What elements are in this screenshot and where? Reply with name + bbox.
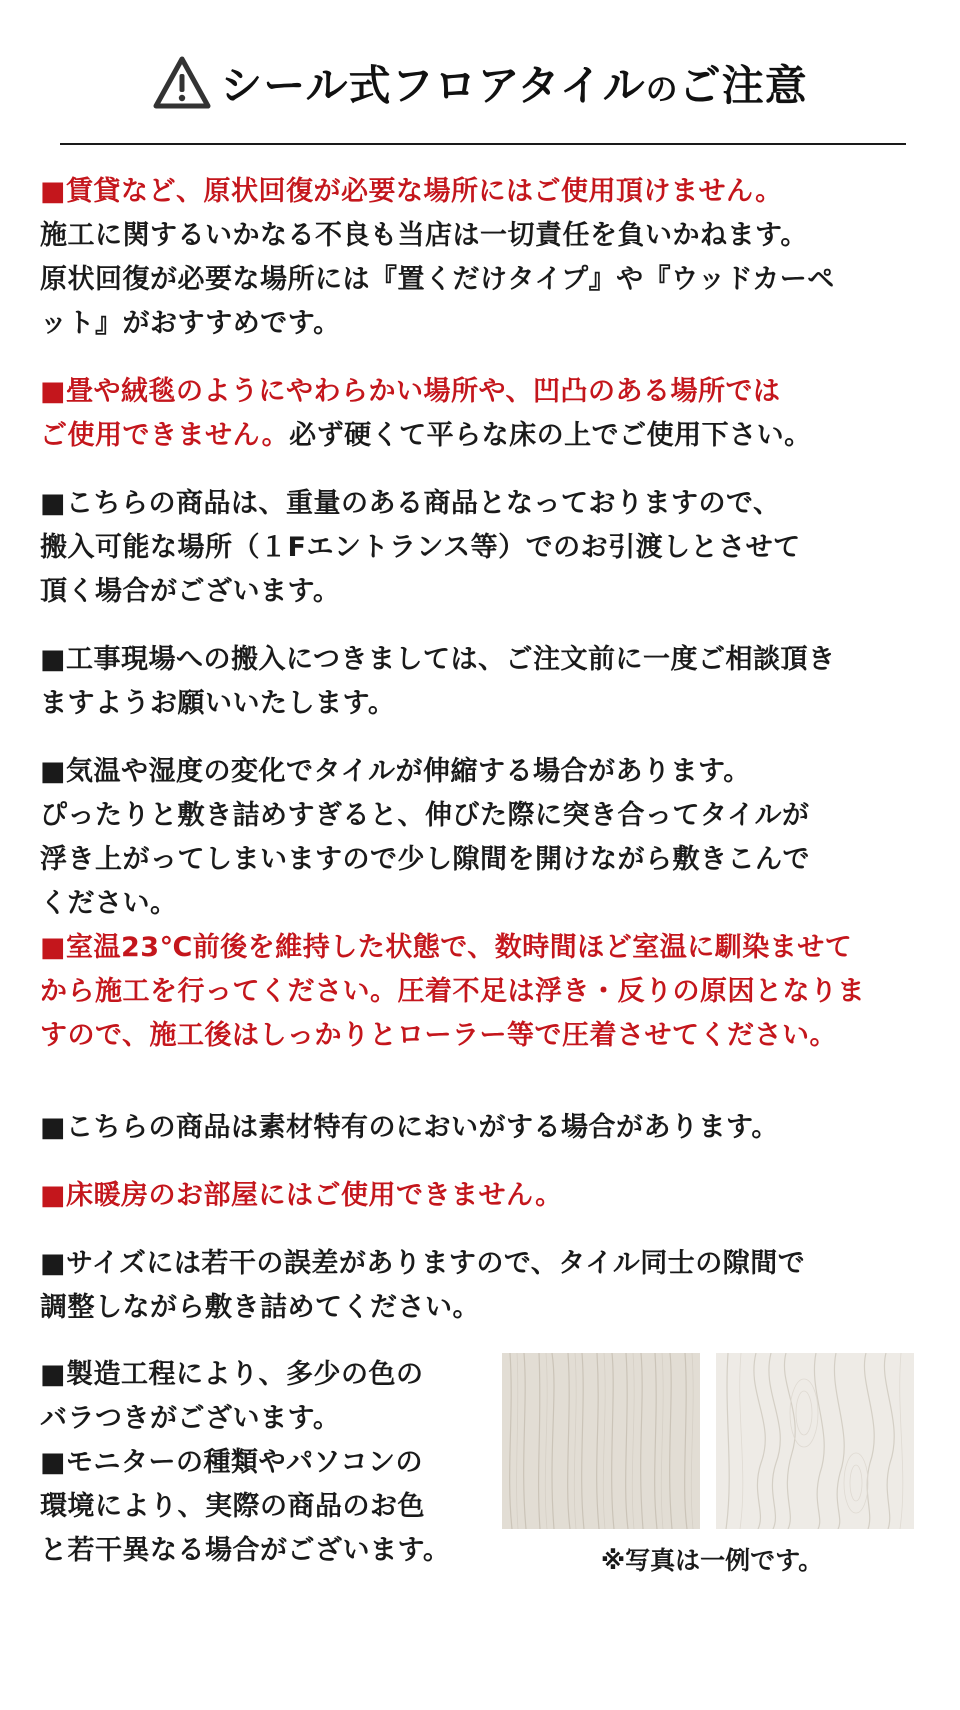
note-line — [40, 482, 940, 526]
note-text: ますようお願いいたします。 — [40, 688, 396, 719]
notice-line: バラつきがございます。 — [40, 1403, 341, 1434]
warning-triangle-icon — [152, 55, 212, 111]
note-text: ■工事現場への搬入につきましては、ご注文前に一度ご相談頂き — [40, 644, 836, 675]
note-line — [40, 214, 940, 258]
note-line — [40, 1174, 940, 1218]
note-line — [40, 1242, 940, 1286]
page-title — [220, 53, 807, 113]
note-red: ■賃貸など、原状回復が必要な場所にはご使用頂けません。 — [40, 176, 783, 207]
note-line — [40, 638, 940, 682]
note-text: 浮き上がってしまいますので少し隙間を開けながら敷きこんで — [40, 844, 810, 875]
header-divider — [60, 143, 906, 145]
note-text: ■こちらの商品は、重量のある商品となっておりますので、 — [40, 488, 781, 519]
notes-list — [40, 170, 940, 1330]
note-red: すので、施工後はしっかりとローラー等で圧着させてください。 — [40, 1020, 837, 1051]
wood-sample-photo — [716, 1353, 914, 1529]
note-text: ■こちらの商品は素材特有のにおいがする場合があります。 — [40, 1112, 779, 1143]
note-line — [40, 1286, 940, 1330]
notice-line: 環境により、実際の商品のお色 — [40, 1491, 425, 1522]
note-text: 搬入可能な場所（１Fエントランス等）でのお引渡しとさせて — [40, 532, 801, 563]
note-red: から施工を行ってください。圧着不足は浮き・反りの原因となりま — [40, 976, 865, 1007]
note-line — [40, 750, 940, 794]
note-red: ■畳や絨毯のようにやわらかい場所や、凹凸のある場所では — [40, 376, 781, 407]
sample-photos — [502, 1353, 922, 1583]
note-line — [40, 170, 940, 214]
note-line — [40, 882, 940, 926]
note-line — [40, 1106, 940, 1150]
note-line — [40, 258, 940, 302]
photo-caption: ※写真は一例です。 — [600, 1546, 824, 1575]
note-text: ください。 — [40, 888, 178, 919]
bottom-section — [40, 1353, 920, 1583]
header — [0, 50, 960, 116]
note-line — [40, 302, 940, 346]
note-text: ■サイズには若干の誤差がありますので、タイル同士の隙間で — [40, 1248, 806, 1279]
note-text: 調整しながら敷き詰めてください。 — [40, 1292, 480, 1323]
note-line — [40, 682, 940, 726]
note-line — [40, 970, 940, 1014]
note-line — [40, 526, 940, 570]
notice-line: ■製造工程により、多少の色の — [40, 1359, 424, 1390]
note-text: ぴったりと敷き詰めすぎると、伸びた際に突き合ってタイルが — [40, 800, 810, 831]
title-end: ご注意 — [678, 61, 808, 110]
note-red: ご使用できません。 — [40, 420, 290, 451]
note-red: ■室温23℃前後を維持した状態で、数時間ほど室温に馴染ませて — [40, 932, 853, 963]
note-text: 施工に関するいかなる不良も当店は一切責任を負いかねます。 — [40, 220, 808, 251]
note-text: 頂く場合がございます。 — [40, 576, 341, 607]
note-line — [40, 794, 940, 838]
note-line — [40, 414, 940, 458]
note-line — [40, 926, 940, 970]
note-text: ■気温や湿度の変化でタイルが伸縮する場合があります。 — [40, 756, 751, 787]
note-line — [40, 838, 940, 882]
notice-line: と若干異なる場合がございます。 — [40, 1535, 451, 1566]
note-text: 必ず硬くて平らな床の上でご使用下さい。 — [289, 420, 812, 451]
notice-line: ■モニターの種類やパソコンの — [40, 1447, 423, 1478]
header-title-group — [152, 53, 807, 113]
color-notice — [40, 1353, 500, 1573]
note-line — [40, 570, 940, 614]
note-line — [40, 1014, 940, 1058]
note-line — [40, 370, 940, 414]
note-red: ■床暖房のお部屋にはご使用できません。 — [40, 1180, 563, 1211]
title-particle: の — [645, 70, 679, 108]
note-text: 原状回復が必要な場所には『置くだけタイプ』や『ウッドカーペ — [40, 264, 835, 295]
wood-sample-photo — [502, 1353, 700, 1529]
title-main: シール式フロアタイル — [220, 61, 646, 110]
note-text: ット』がおすすめです。 — [40, 308, 341, 339]
